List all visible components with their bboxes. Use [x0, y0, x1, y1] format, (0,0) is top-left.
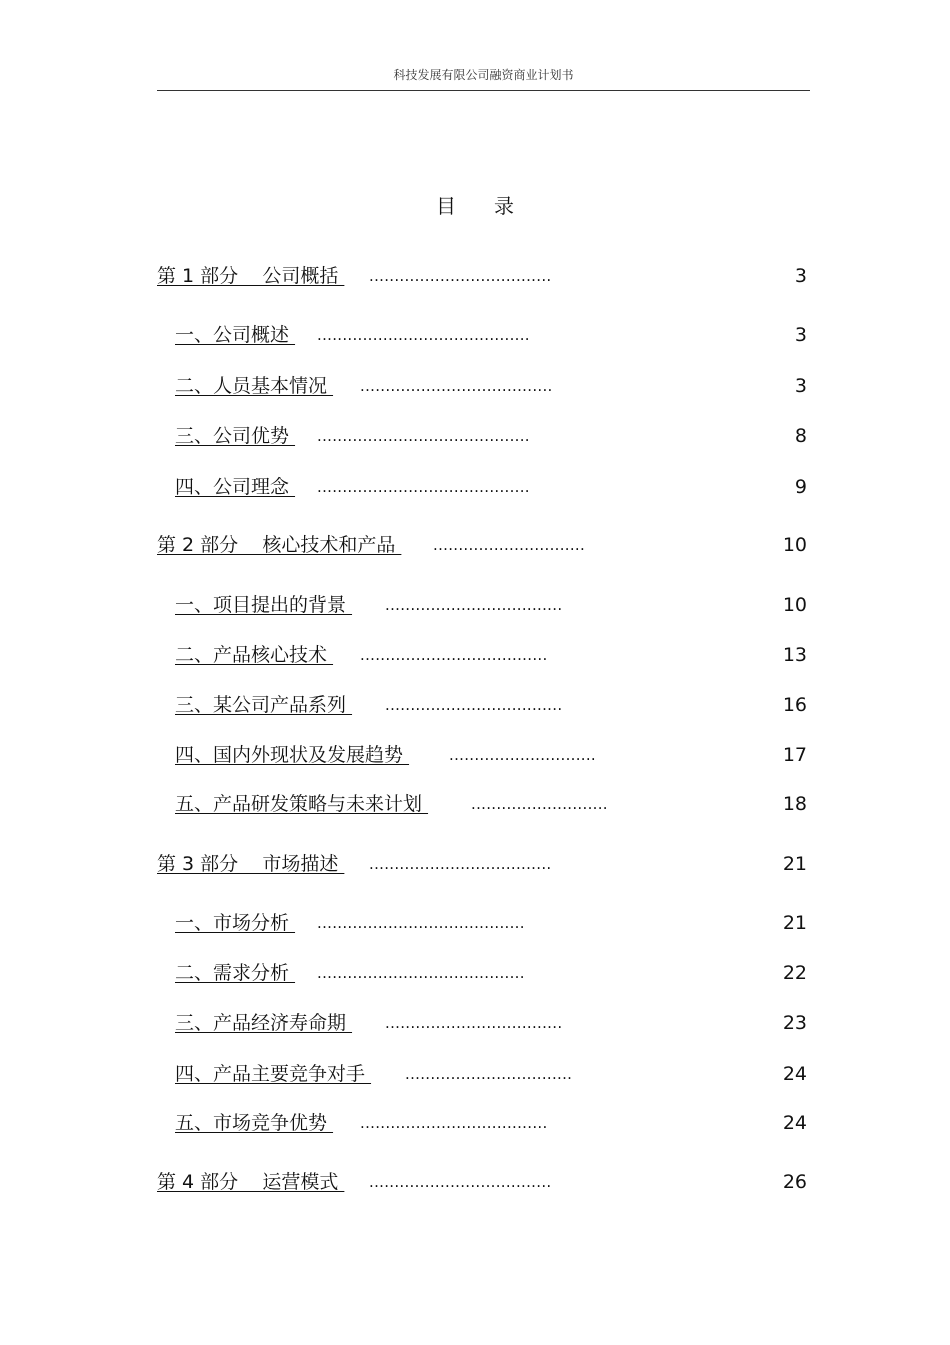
toc-part-entry[interactable]	[157, 1169, 807, 1199]
toc-dot-leader: ....................................	[369, 855, 552, 873]
toc-dot-leader: .....................................	[360, 1114, 548, 1132]
toc-section-entry[interactable]	[157, 692, 807, 722]
running-header-text: 科技发展有限公司融资商业计划书	[393, 68, 574, 82]
toc-entry-label: 四、国内外现状及发展趋势	[175, 744, 410, 766]
toc-part-entry[interactable]	[157, 263, 807, 293]
toc-entry-label: 三、公司优势	[175, 425, 296, 447]
toc-entry-label: 二、产品核心技术	[175, 644, 334, 666]
toc-page-number: 26	[782, 1171, 807, 1193]
toc-entry-label: 一、项目提出的背景	[175, 594, 353, 616]
toc-part-entry[interactable]	[157, 532, 807, 562]
toc-page-number: 13	[782, 644, 807, 666]
toc-dot-leader: .........................................	[317, 914, 525, 932]
toc-section-entry[interactable]	[157, 742, 807, 772]
toc-dot-leader: ..........................................	[317, 478, 530, 496]
toc-page-number: 17	[782, 744, 807, 766]
toc-dot-leader: .............................	[449, 746, 596, 764]
toc-page-number: 21	[782, 853, 807, 875]
toc-page-number: 3	[794, 375, 807, 397]
toc-page-number: 23	[782, 1012, 807, 1034]
toc-page-number: 22	[782, 962, 807, 984]
toc-dot-leader: ..........................................	[317, 326, 530, 344]
toc-dot-leader: .........................................	[317, 964, 525, 982]
toc-page-number: 24	[782, 1063, 807, 1085]
toc-dot-leader: ......................................	[360, 377, 553, 395]
toc-page-number: 9	[794, 476, 807, 498]
running-header	[157, 66, 810, 91]
toc-dot-leader: .....................................	[360, 646, 548, 664]
toc-dot-leader: ....................................	[369, 1173, 552, 1191]
toc-section-entry[interactable]	[157, 960, 807, 990]
toc-entry-label: 第 3 部分 市场描述	[157, 853, 345, 875]
toc-entry-label: 三、某公司产品系列	[175, 694, 353, 716]
toc-entry-label: 第 4 部分 运营模式	[157, 1171, 345, 1193]
toc-section-entry[interactable]	[157, 322, 807, 352]
toc-entry-label: 第 1 部分 公司概括	[157, 265, 345, 287]
toc-entry-label: 五、产品研发策略与未来计划	[175, 793, 429, 815]
toc-entry-label: 四、公司理念	[175, 476, 296, 498]
toc-section-entry[interactable]	[157, 423, 807, 453]
toc-part-entry[interactable]	[157, 851, 807, 881]
toc-entry-label: 四、产品主要竞争对手	[175, 1063, 372, 1085]
toc-dot-leader: ....................................	[369, 267, 552, 285]
toc-dot-leader: ..............................	[433, 536, 586, 554]
toc-dot-leader: ...................................	[385, 1014, 563, 1032]
toc-dot-leader: ...........................	[471, 795, 608, 813]
toc-entry-label: 第 2 部分 核心技术和产品	[157, 534, 402, 556]
toc-dot-leader: .................................	[405, 1065, 573, 1083]
toc-page-number: 16	[782, 694, 807, 716]
toc-dot-leader: ..........................................	[317, 427, 530, 445]
toc-section-entry[interactable]	[157, 910, 807, 940]
toc-page-number: 10	[782, 534, 807, 556]
toc-page-number: 3	[794, 324, 807, 346]
toc-section-entry[interactable]	[157, 474, 807, 504]
toc-section-entry[interactable]	[157, 592, 807, 622]
toc-entry-label: 一、公司概述	[175, 324, 296, 346]
toc-section-entry[interactable]	[157, 1010, 807, 1040]
toc-entry-label: 三、产品经济寿命期	[175, 1012, 353, 1034]
toc-entry-label: 二、人员基本情况	[175, 375, 334, 397]
toc-section-entry[interactable]	[157, 373, 807, 403]
toc-page-number: 18	[782, 793, 807, 815]
toc-section-entry[interactable]	[157, 791, 807, 821]
toc-page-number: 8	[794, 425, 807, 447]
toc-section-entry[interactable]	[157, 1061, 807, 1091]
toc-page-number: 24	[782, 1112, 807, 1134]
toc-section-entry[interactable]	[157, 642, 807, 672]
toc-section-entry[interactable]	[157, 1110, 807, 1140]
toc-dot-leader: ...................................	[385, 596, 563, 614]
toc-entry-label: 二、需求分析	[175, 962, 296, 984]
toc-page-number: 21	[782, 912, 807, 934]
toc-entry-label: 一、市场分析	[175, 912, 296, 934]
toc-title: 目录	[436, 194, 552, 218]
toc-page-number: 3	[794, 265, 807, 287]
toc-entry-label: 五、市场竞争优势	[175, 1112, 334, 1134]
toc-dot-leader: ...................................	[385, 696, 563, 714]
toc-page-number: 10	[782, 594, 807, 616]
